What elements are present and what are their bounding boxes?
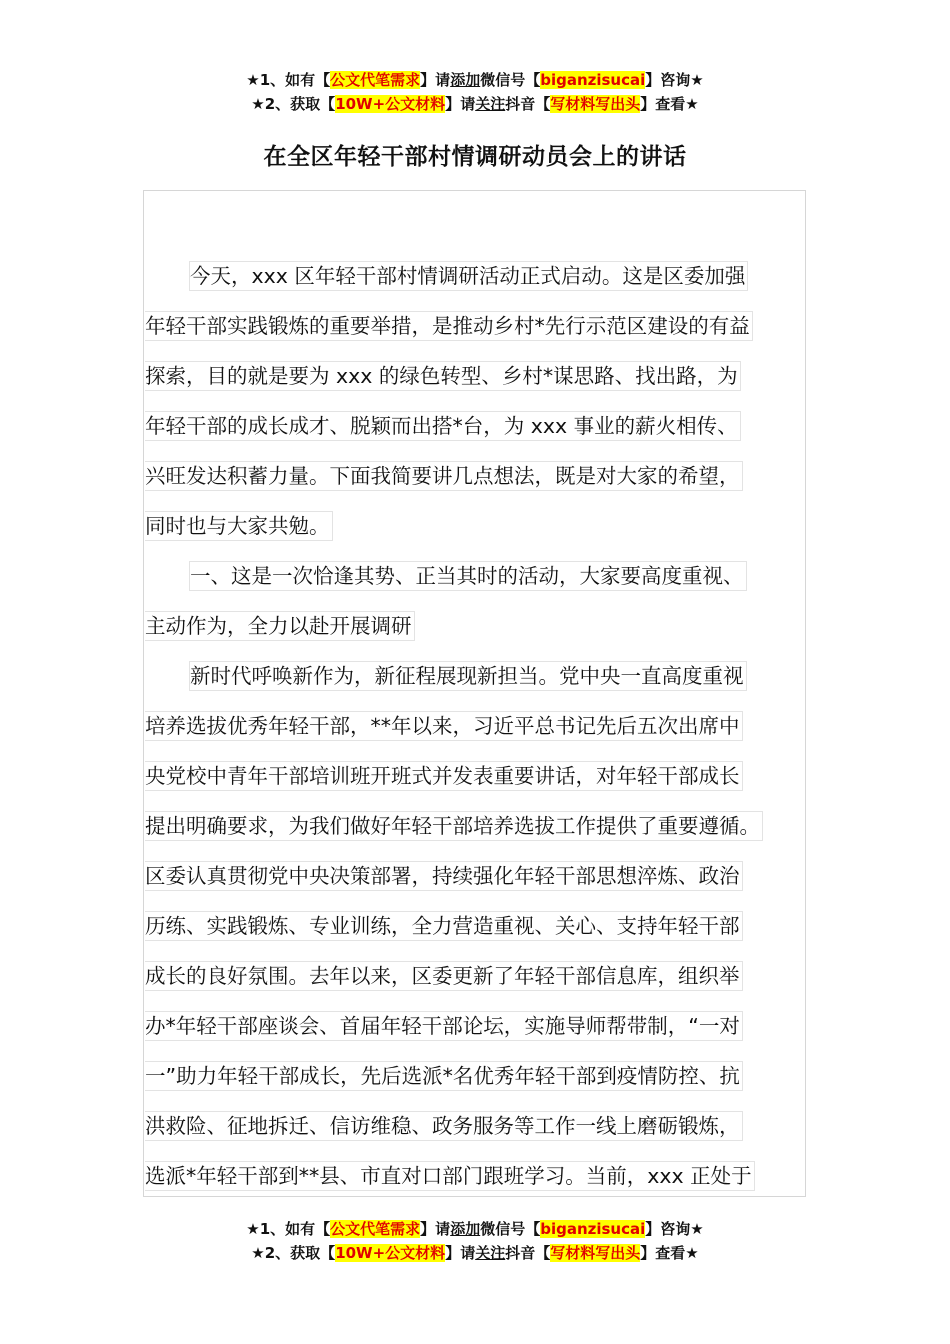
header-promo [0,68,950,116]
body-line: 区委认真贯彻党中央决策部署，持续强化年轻干部思想淬炼、政治 [145,853,810,903]
body-line: 历练、实践锻炼、专业训练，全力营造重视、关心、支持年轻干部 [145,903,810,953]
highlight-douyin-id: 写材料写出头 [550,95,641,113]
section-heading-line: 一、这是一次恰逢其势、正当其时的活动，大家要高度重视、 [145,553,810,603]
document-title: 在全区年轻干部村情调研动员会上的讲话 [263,144,687,170]
body-line: 洪救险、征地拆迁、信访维稳、政务服务等工作一线上磨砺锻炼， [145,1103,810,1153]
body-line: 兴旺发达积蓄力量。下面我简要讲几点想法，既是对大家的希望， [145,453,810,503]
footer-promo-line-1: ★1、如有【公文代笔需求】请添加微信号【biganzisucai】咨询★ [246,1220,704,1238]
body-line: 新时代呼唤新作为，新征程展现新担当。党中央一直高度重视 [145,653,810,703]
highlight-service: 公文代笔需求 [330,71,421,89]
footer-promo-line-2: ★2、获取【10W+公文材料】请关注抖音【写材料写出头】查看★ [251,1244,699,1262]
highlight-wechat-id: biganzisucai [540,1220,646,1238]
body-line: 年轻干部的成长成才、脱颖而出搭*台，为 xxx 事业的薪火相传、 [145,403,810,453]
document-body [145,253,810,1203]
body-line: 办*年轻干部座谈会、首届年轻干部论坛，实施导师帮带制，“一对 [145,1003,810,1053]
body-line: 提出明确要求，为我们做好年轻干部培养选拔工作提供了重要遵循。 [145,803,810,853]
highlight-materials: 10W+公文材料 [335,1244,446,1262]
body-line: 央党校中青年干部培训班开班式并发表重要讲话，对年轻干部成长 [145,753,810,803]
body-line: 今天，xxx 区年轻干部村情调研活动正式启动。这是区委加强 [145,253,810,303]
section-heading-line: 主动作为，全力以赴开展调研 [145,603,810,653]
highlight-douyin-id: 写材料写出头 [550,1244,641,1262]
body-line: 探索，目的就是要为 xxx 的绿色转型、乡村*谋思路、找出路，为 [145,353,810,403]
footer-promo [0,1217,950,1265]
body-line: 同时也与大家共勉。 [145,503,810,553]
body-line: 培养选拔优秀年轻干部，**年以来，习近平总书记先后五次出席中 [145,703,810,753]
body-line: 选派*年轻干部到**县、市直对口部门跟班学习。当前，xxx 正处于 [145,1153,810,1203]
body-line: 成长的良好氛围。去年以来，区委更新了年轻干部信息库，组织举 [145,953,810,1003]
highlight-materials: 10W+公文材料 [335,95,446,113]
body-line: 年轻干部实践锻炼的重要举措，是推动乡村*先行示范区建设的有益 [145,303,810,353]
highlight-wechat-id: biganzisucai [540,71,646,89]
body-line: 一”助力年轻干部成长，先后选派*名优秀年轻干部到疫情防控、抗 [145,1053,810,1103]
header-promo-line-2: ★2、获取【10W+公文材料】请关注抖音【写材料写出头】查看★ [251,95,699,113]
highlight-service: 公文代笔需求 [330,1220,421,1238]
header-promo-line-1: ★1、如有【公文代笔需求】请添加微信号【biganzisucai】咨询★ [246,71,704,89]
